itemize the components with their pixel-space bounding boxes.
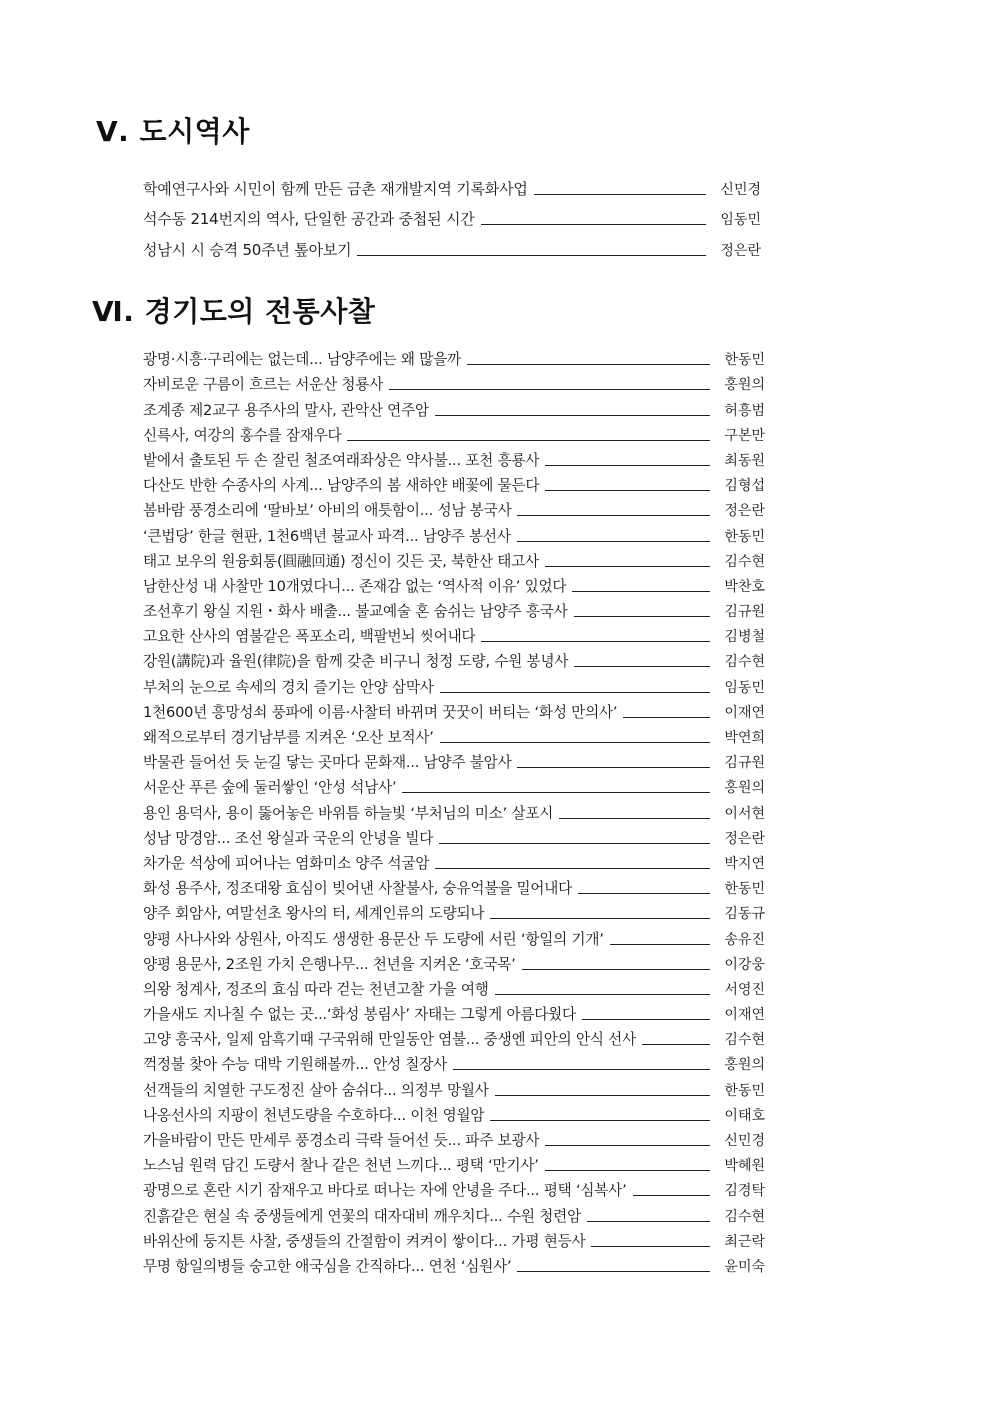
toc-entry — [143, 520, 765, 545]
entry-title: 봄바람 풍경소리에 ‘딸바보’ 아비의 애틋함이... 성남 봉국사 — [143, 502, 512, 520]
toc-entry — [143, 1226, 765, 1251]
entry-author: 홍원의 — [724, 780, 765, 797]
toc-entry — [143, 344, 765, 369]
toc-entry — [143, 923, 765, 948]
entry-author: 박찬호 — [724, 578, 765, 595]
leader-line — [591, 1245, 710, 1247]
entry-title: 1천600년 흥망성쇠 풍파에 이름·사찰터 바뀌며 꿋꿋이 버티는 ‘화성 만의사’ — [143, 703, 618, 721]
entry-title: 양평 사나사와 상원사, 아직도 생생한 용문산 두 도량에 서린 ‘항일의 기개’ — [143, 930, 604, 948]
entry-author: 신민경 — [720, 181, 761, 198]
leader-line — [517, 514, 710, 516]
leader-line — [481, 640, 710, 642]
toc-list — [0, 344, 992, 1276]
entry-author: 한동민 — [724, 528, 765, 545]
entry-title: 가을바람이 만든 만세루 풍경소리 극락 들어선 듯... 파주 보광사 — [143, 1132, 540, 1149]
entry-author: 최동원 — [724, 452, 765, 469]
entry-title: 무명 항일의병들 숭고한 애국심을 간직하다... 연천 ‘심원사’ — [143, 1257, 512, 1275]
entry-author: 김형섭 — [724, 478, 765, 495]
toc-entry — [143, 848, 765, 873]
entry-author: 윤미숙 — [724, 1258, 765, 1275]
entry-title: 조선후기 왕실 지원・화사 배출... 불교예술 혼 숨쉬는 남양주 흥국사 — [143, 603, 568, 621]
toc-entry — [143, 772, 765, 797]
leader-line — [490, 1119, 710, 1121]
toc-entry — [143, 1150, 765, 1175]
entry-title: 밭에서 출토된 두 손 잘린 철조여래좌상은 약사불... 포천 흥룡사 — [143, 451, 540, 469]
entry-author: 한동민 — [724, 881, 765, 898]
toc-entry — [143, 797, 765, 822]
toc-entry — [143, 949, 765, 974]
toc-entry — [143, 445, 765, 470]
leader-line — [453, 1068, 710, 1070]
entry-title: 서운산 푸른 숲에 둘러쌓인 ‘안성 석남사’ — [143, 779, 397, 797]
entry-title: 성남 망경암... 조선 왕실과 국운의 안녕을 빌다 — [143, 829, 434, 847]
entry-title: 다산도 반한 수종사의 사계... 남양주의 봄 새하얀 배꽃에 물든다 — [143, 477, 540, 495]
entry-author: 임동민 — [724, 679, 765, 696]
toc-entry — [143, 898, 765, 923]
entry-author: 이서현 — [724, 805, 765, 822]
toc-entry — [143, 999, 765, 1024]
toc-entry — [143, 495, 765, 520]
entry-author: 구본만 — [724, 427, 765, 444]
entry-title: 자비로운 구름이 흐르는 서운산 청룡사 — [143, 376, 384, 394]
entry-title: 꺽정불 찾아 수능 대박 기원해볼까... 안성 칠장사 — [143, 1056, 448, 1074]
leader-line — [545, 565, 710, 567]
leader-line — [435, 867, 710, 869]
entry-author: 임동민 — [720, 212, 761, 228]
leader-line — [495, 993, 711, 995]
leader-line — [572, 590, 710, 592]
leader-line — [545, 1144, 710, 1146]
entry-title: 화성 용주사, 정조대왕 효심이 빚어낸 사찰불사, 숭유억불을 밀어내다 — [143, 880, 573, 898]
entry-title: 용인 용덕사, 용이 뚫어놓은 바위틈 하늘빛 ‘부처님의 미소’ 살포시 — [143, 804, 554, 822]
leader-line — [440, 741, 711, 743]
entry-author: 김수현 — [724, 1208, 765, 1225]
leader-line — [545, 489, 710, 491]
toc-entry — [143, 1125, 765, 1150]
toc-entry — [143, 571, 765, 596]
entry-author: 박연희 — [724, 730, 765, 746]
leader-line — [545, 464, 710, 466]
entry-author: 김수현 — [724, 553, 765, 570]
leader-line — [582, 1018, 710, 1020]
section-gyeonggi-temples — [0, 290, 992, 1276]
leader-line — [402, 791, 710, 793]
entry-author: 김수현 — [724, 654, 765, 671]
leader-line — [534, 193, 707, 195]
entry-title: 학예연구사와 시민이 함께 만든 금촌 재개발지역 기록화사업 — [143, 179, 528, 198]
entry-title: 석수동 214번지의 역사, 단일한 공간과 중첩된 시간 — [143, 210, 475, 228]
leader-line — [574, 615, 711, 617]
entry-title: 차가운 석상에 피어나는 염화미소 양주 석굴암 — [143, 854, 430, 872]
leader-line — [587, 1220, 710, 1222]
entry-author: 이재연 — [724, 704, 765, 721]
entry-title: 조계종 제2교구 용주사의 말사, 관악산 연주암 — [143, 401, 429, 419]
entry-author: 최근락 — [724, 1233, 765, 1250]
leader-line — [357, 254, 706, 256]
entry-title: 진흙같은 현실 속 중생들에게 연꽃의 대자대비 깨우치다... 수원 청련암 — [143, 1207, 581, 1225]
toc-entry — [143, 1100, 765, 1125]
toc-entry — [143, 1175, 765, 1200]
entry-title: 태고 보우의 원융회통(圓融回通) 정신이 깃든 곳, 북한산 태고사 — [143, 552, 539, 570]
entry-author: 한동민 — [724, 352, 765, 369]
entry-author: 한동민 — [724, 1082, 765, 1099]
toc-entry — [143, 747, 765, 772]
entry-author: 서영진 — [724, 981, 765, 998]
leader-line — [435, 414, 711, 416]
toc-entry — [143, 394, 765, 419]
entry-title: 부처의 눈으로 속세의 경치 즐기는 안양 삼막사 — [143, 678, 434, 696]
entry-title: 의왕 청계사, 정조의 효심 따라 걷는 천년고찰 가을 여행 — [143, 980, 489, 998]
entry-author: 이태호 — [724, 1107, 765, 1124]
toc-list — [0, 168, 992, 260]
leader-line — [545, 1169, 711, 1171]
toc-entry — [143, 1074, 765, 1099]
entry-author: 허흥범 — [724, 402, 765, 419]
entry-author: 이재연 — [724, 1007, 765, 1024]
leader-line — [481, 223, 707, 225]
toc-entry — [143, 697, 765, 722]
toc-entry — [143, 1024, 765, 1049]
entry-title: 고양 흥국사, 일제 암흑기때 구국위해 만일동안 염불... 중생엔 피안의 안식 선사 — [143, 1031, 636, 1049]
entry-author: 이강웅 — [724, 956, 765, 973]
entry-author: 정은란 — [720, 242, 761, 259]
leader-line — [578, 892, 710, 894]
leader-line — [389, 388, 710, 390]
entry-author: 김동규 — [724, 906, 765, 923]
leader-line — [623, 716, 710, 718]
section-heading: Ⅴ. 도시역사 — [96, 115, 250, 148]
entry-author: 신민경 — [724, 1133, 765, 1149]
leader-line — [490, 917, 710, 919]
entry-author: 홍원의 — [724, 377, 765, 394]
leader-line — [574, 665, 710, 667]
entry-title: 광명·시흥·구리에는 없는데... 남양주에는 왜 많을까 — [143, 351, 461, 369]
entry-author: 김수현 — [724, 1032, 765, 1049]
leader-line — [517, 1270, 710, 1272]
toc-entry — [143, 671, 765, 696]
toc-entry — [143, 1200, 765, 1225]
toc-entry — [143, 1049, 765, 1074]
leader-line — [347, 439, 710, 441]
toc-entry — [143, 168, 761, 199]
entry-title: 고요한 산사의 염불같은 폭포소리, 백팔번뇌 씻어내다 — [143, 628, 476, 646]
entry-author: 정은란 — [724, 830, 765, 847]
entry-author: 송유진 — [724, 931, 765, 948]
toc-entry — [143, 229, 761, 260]
toc-entry — [143, 722, 765, 747]
entry-title: 나옹선사의 지팡이 천년도량을 수호하다... 이천 영월암 — [143, 1106, 485, 1124]
toc-entry — [143, 823, 765, 848]
leader-line — [559, 817, 710, 819]
entry-title: 가을새도 지나칠 수 없는 곳...‘화성 봉림사’ 자태는 그렇게 아름다웠다 — [143, 1006, 576, 1024]
entry-title: 바위산에 둥지튼 사찰, 중생들의 간절함이 켜켜이 쌓이다... 가평 현등사 — [143, 1232, 586, 1250]
toc-entry — [143, 596, 765, 621]
entry-title: 양평 용문사, 2조원 가치 은행나무... 천년을 지켜온 ‘호국목’ — [143, 955, 516, 973]
toc-entry — [143, 199, 761, 230]
leader-line — [642, 1043, 710, 1045]
toc-entry — [143, 546, 765, 571]
entry-author: 홍원의 — [724, 1057, 765, 1074]
leader-line — [439, 842, 710, 844]
toc-entry — [143, 646, 765, 671]
leader-line — [633, 1194, 711, 1196]
entry-title: 남한산성 내 사찰만 10개였다니... 존재감 없는 ‘역사적 이유’ 있었다 — [143, 577, 567, 595]
toc-entry — [143, 873, 765, 898]
entry-title: 박물관 들어선 듯 눈길 닿는 곳마다 문화재... 남양주 불암사 — [143, 754, 512, 772]
entry-title: 성남시 시 승격 50주년 톺아보기 — [143, 240, 352, 259]
entry-title: 선객들의 치열한 구도정진 살아 숨쉬다... 의정부 망월사 — [143, 1081, 489, 1099]
leader-line — [522, 968, 711, 970]
toc-entry — [143, 974, 765, 999]
entry-author: 김규원 — [724, 604, 765, 621]
entry-author: 김병철 — [724, 629, 765, 646]
leader-line — [495, 1094, 711, 1096]
entry-author: 김규원 — [724, 755, 765, 772]
leader-line — [440, 691, 711, 693]
entry-title: 노스님 원력 담긴 도량서 찰나 같은 천년 느끼다... 평택 ‘만기사’ — [143, 1157, 539, 1175]
entry-author: 정은란 — [724, 503, 765, 520]
toc-entry — [143, 369, 765, 394]
entry-author: 박지연 — [724, 855, 765, 872]
leader-line — [610, 943, 711, 945]
entry-title: 왜적으로부터 경기남부를 지켜온 ‘오산 보적사’ — [143, 729, 434, 746]
leader-line — [467, 363, 711, 365]
section-heading: Ⅵ. 경기도의 전통사찰 — [92, 295, 376, 328]
entry-title: 강원(講院)과 율원(律院)을 함께 갖춘 비구니 청정 도량, 수원 봉녕사 — [143, 653, 569, 671]
toc-entry — [143, 470, 765, 495]
leader-line — [517, 766, 710, 768]
toc-entry — [143, 621, 765, 646]
entry-author: 김경탁 — [724, 1183, 765, 1200]
entry-title: 신륵사, 여강의 홍수를 잠재우다 — [143, 426, 342, 444]
entry-title: ‘큰법당’ 한글 현판, 1천6백년 불교사 파격... 남양주 봉선사 — [143, 527, 511, 545]
entry-author: 박혜원 — [724, 1158, 765, 1175]
entry-title: 광명으로 혼란 시기 잠재우고 바다로 떠나는 자에 안녕을 주다... 평택 ‘심복사’ — [143, 1182, 627, 1200]
section-urban-history — [0, 110, 992, 260]
toc-entry — [143, 1251, 765, 1276]
entry-title: 양주 회암사, 여말선초 왕사의 터, 세계인류의 도량되나 — [143, 905, 485, 923]
leader-line — [517, 540, 711, 542]
toc-entry — [143, 420, 765, 445]
